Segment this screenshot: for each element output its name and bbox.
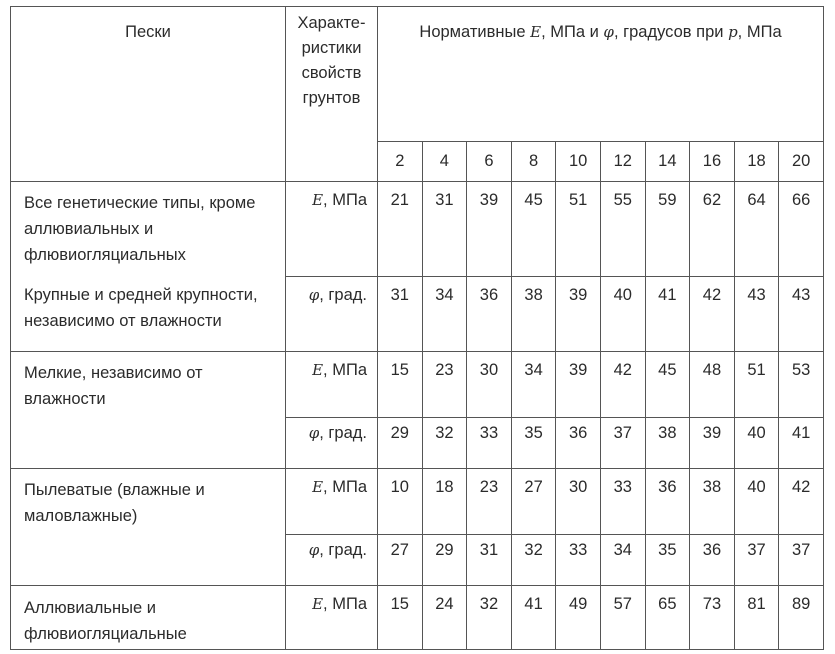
e-unit: , МПа	[323, 361, 367, 379]
header-characteristics	[286, 7, 378, 182]
value-cell: 27	[511, 469, 556, 535]
value-cell: 38	[511, 277, 556, 352]
value-cell: 43	[779, 277, 824, 352]
e-symbol: E	[312, 361, 324, 379]
value-cell: 31	[467, 535, 512, 586]
value-cell: 38	[690, 469, 735, 535]
value-cell: 34	[511, 352, 556, 418]
sand-type-cell	[11, 182, 286, 352]
characteristic-phi	[286, 277, 378, 352]
characteristic-e	[286, 182, 378, 277]
header-normative-suffix: , МПа	[737, 23, 782, 41]
value-cell: 49	[556, 586, 601, 650]
value-cell: 15	[378, 352, 423, 418]
value-cell: 36	[690, 535, 735, 586]
header-characteristics-line: ристики	[301, 39, 362, 57]
value-cell: 29	[378, 418, 423, 469]
e-symbol: E	[312, 478, 324, 496]
value-cell: 37	[600, 418, 645, 469]
value-cell: 45	[645, 352, 690, 418]
header-p-symbol: p	[728, 23, 738, 41]
e-unit: , МПа	[323, 595, 367, 613]
value-cell: 32	[422, 418, 467, 469]
value-cell: 39	[467, 182, 512, 277]
value-cell: 33	[467, 418, 512, 469]
table-row	[11, 469, 824, 535]
e-unit: , МПа	[323, 191, 367, 209]
header-normative-mid: , МПа и	[541, 23, 599, 41]
header-p-value: 8	[511, 142, 556, 182]
phi-symbol: φ	[308, 424, 320, 442]
value-cell: 35	[511, 418, 556, 469]
header-normative-prefix: Нормативные	[419, 23, 526, 41]
value-cell: 41	[779, 418, 824, 469]
header-sand: Пески	[11, 7, 286, 182]
value-cell: 51	[556, 182, 601, 277]
value-cell: 36	[467, 277, 512, 352]
value-cell: 24	[422, 586, 467, 650]
header-p-value: 10	[556, 142, 601, 182]
table-row	[11, 352, 824, 418]
phi-unit: , град.	[319, 541, 367, 559]
e-symbol: E	[312, 595, 324, 613]
value-cell: 10	[378, 469, 423, 535]
value-cell: 66	[779, 182, 824, 277]
header-p-value: 20	[779, 142, 824, 182]
value-cell: 89	[779, 586, 824, 650]
header-p-value: 4	[422, 142, 467, 182]
value-cell: 37	[779, 535, 824, 586]
characteristic-e	[286, 469, 378, 535]
value-cell: 48	[690, 352, 735, 418]
e-symbol: E	[312, 191, 324, 209]
value-cell: 29	[422, 535, 467, 586]
value-cell: 40	[734, 469, 779, 535]
header-characteristics-line: грунтов	[302, 89, 361, 107]
value-cell: 41	[645, 277, 690, 352]
sand-type-label: Мелкие, независимо от влажности	[24, 364, 203, 408]
sand-type-cell	[11, 586, 286, 650]
value-cell: 62	[690, 182, 735, 277]
header-p-value: 18	[734, 142, 779, 182]
value-cell: 42	[600, 352, 645, 418]
value-cell: 57	[600, 586, 645, 650]
value-cell: 30	[467, 352, 512, 418]
value-cell: 39	[690, 418, 735, 469]
value-cell: 39	[556, 352, 601, 418]
header-e-symbol: E	[530, 23, 542, 41]
value-cell: 31	[378, 277, 423, 352]
value-cell: 64	[734, 182, 779, 277]
phi-symbol: φ	[308, 541, 320, 559]
e-unit: , МПа	[323, 478, 367, 496]
value-cell: 34	[422, 277, 467, 352]
phi-unit: , град.	[319, 286, 367, 304]
value-cell: 81	[734, 586, 779, 650]
value-cell: 32	[511, 535, 556, 586]
phi-symbol: φ	[308, 286, 320, 304]
value-cell: 35	[645, 535, 690, 586]
header-phi-symbol: φ	[603, 23, 614, 41]
value-cell: 31	[422, 182, 467, 277]
value-cell: 36	[556, 418, 601, 469]
header-normative-mid2: , градусов при	[613, 23, 724, 41]
value-cell: 51	[734, 352, 779, 418]
value-cell: 18	[422, 469, 467, 535]
value-cell: 55	[600, 182, 645, 277]
value-cell: 36	[645, 469, 690, 535]
table-row	[11, 182, 824, 277]
value-cell: 33	[600, 469, 645, 535]
header-p-value: 6	[467, 142, 512, 182]
value-cell: 43	[734, 277, 779, 352]
value-cell: 39	[556, 277, 601, 352]
sand-type-cell	[11, 352, 286, 469]
value-cell: 15	[378, 586, 423, 650]
value-cell: 23	[422, 352, 467, 418]
header-characteristics-line: Характе-	[297, 14, 366, 32]
value-cell: 42	[690, 277, 735, 352]
characteristic-e	[286, 352, 378, 418]
characteristic-phi	[286, 418, 378, 469]
table-row	[11, 586, 824, 650]
value-cell: 23	[467, 469, 512, 535]
value-cell: 73	[690, 586, 735, 650]
characteristic-phi	[286, 535, 378, 586]
sand-properties-table	[10, 6, 824, 650]
value-cell: 65	[645, 586, 690, 650]
value-cell: 34	[600, 535, 645, 586]
header-normative	[378, 7, 824, 142]
value-cell: 59	[645, 182, 690, 277]
value-cell: 40	[734, 418, 779, 469]
header-p-value: 16	[690, 142, 735, 182]
phi-unit: , град.	[319, 424, 367, 442]
header-row	[11, 7, 824, 142]
characteristic-e	[286, 586, 378, 650]
value-cell: 27	[378, 535, 423, 586]
sand-type-cell	[11, 469, 286, 586]
header-characteristics-line: свойств	[301, 64, 362, 82]
value-cell: 21	[378, 182, 423, 277]
value-cell: 42	[779, 469, 824, 535]
sand-type-label: Пылеватые (влажные и маловлажные)	[24, 481, 205, 525]
value-cell: 37	[734, 535, 779, 586]
value-cell: 38	[645, 418, 690, 469]
sand-subtype-label: Крупные и средней крупности, независимо от влажности	[24, 286, 258, 330]
sand-type-label: Аллювиальные и флювиогляциальные	[24, 599, 187, 643]
value-cell: 53	[779, 352, 824, 418]
value-cell: 30	[556, 469, 601, 535]
value-cell: 40	[600, 277, 645, 352]
value-cell: 41	[511, 586, 556, 650]
header-p-value: 12	[600, 142, 645, 182]
header-p-value: 2	[378, 142, 423, 182]
value-cell: 33	[556, 535, 601, 586]
value-cell: 45	[511, 182, 556, 277]
sand-type-label: Все генетические типы, кроме аллювиальных и флювиогляциальных	[24, 194, 256, 264]
value-cell: 32	[467, 586, 512, 650]
header-p-value: 14	[645, 142, 690, 182]
